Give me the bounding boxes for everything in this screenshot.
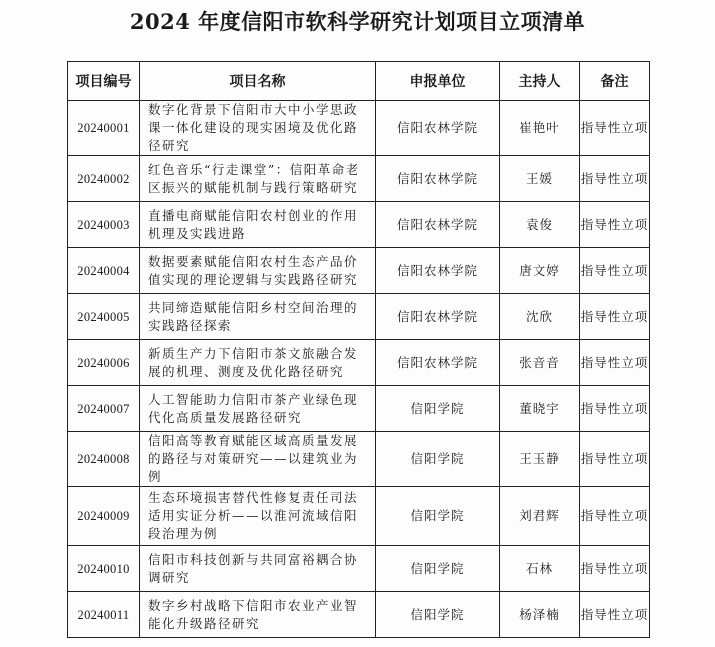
- host-cell: 董晓宇: [500, 386, 580, 432]
- note-cell: 指导性立项: [580, 546, 650, 592]
- table-row: [68, 546, 650, 592]
- note-cell: 指导性立项: [580, 156, 650, 202]
- applicant-unit-cell: 信阳农林学院: [376, 340, 500, 386]
- host-cell: 王玉静: [500, 432, 580, 487]
- host-cell: 杨泽楠: [500, 592, 580, 638]
- host-cell: 唐文婷: [500, 248, 580, 294]
- project-name-cell: 信阳市科技创新与共同富裕耦合协调研究: [140, 546, 376, 592]
- note-cell: 指导性立项: [580, 487, 650, 546]
- header-applicant-unit: 申报单位: [376, 62, 500, 101]
- note-cell: 指导性立项: [580, 592, 650, 638]
- project-name-cell: 共同缔造赋能信阳乡村空间治理的实践路径探索: [140, 294, 376, 340]
- note-cell: 指导性立项: [580, 248, 650, 294]
- note-cell: 指导性立项: [580, 202, 650, 248]
- project-list-table: [67, 61, 650, 638]
- header-note: 备注: [580, 62, 650, 101]
- table-row: [68, 156, 650, 202]
- host-cell: 石林: [500, 546, 580, 592]
- applicant-unit-cell: 信阳农林学院: [376, 156, 500, 202]
- host-cell: 袁俊: [500, 202, 580, 248]
- table-row: [68, 386, 650, 432]
- applicant-unit-cell: 信阳农林学院: [376, 101, 500, 156]
- host-cell: 刘君辉: [500, 487, 580, 546]
- host-cell: 崔艳叶: [500, 101, 580, 156]
- table-row: [68, 101, 650, 156]
- table-header-row: [68, 62, 650, 101]
- table-row: [68, 202, 650, 248]
- table-row: [68, 340, 650, 386]
- project-code-cell: 20240007: [68, 386, 140, 432]
- header-project-code: 项目编号: [68, 62, 140, 101]
- project-name-cell: 生态环境损害替代性修复责任司法适用实证分析——以淮河流域信阳段治理为例: [140, 487, 376, 546]
- note-cell: 指导性立项: [580, 101, 650, 156]
- note-cell: 指导性立项: [580, 294, 650, 340]
- project-code-cell: 20240009: [68, 487, 140, 546]
- project-name-cell: 数据要素赋能信阳农村生态产品价值实现的理论逻辑与实践路径研究: [140, 248, 376, 294]
- header-project-name: 项目名称: [140, 62, 376, 101]
- project-name-cell: 新质生产力下信阳市茶文旅融合发展的机理、测度及优化路径研究: [140, 340, 376, 386]
- table-row: [68, 294, 650, 340]
- project-code-cell: 20240010: [68, 546, 140, 592]
- table-row: [68, 592, 650, 638]
- project-code-cell: 20240006: [68, 340, 140, 386]
- project-name-cell: 数字化背景下信阳市大中小学思政课一体化建设的现实困境及优化路径研究: [140, 101, 376, 156]
- note-cell: 指导性立项: [580, 386, 650, 432]
- applicant-unit-cell: 信阳学院: [376, 546, 500, 592]
- project-name-cell: 红色音乐“行走课堂”：信阳革命老区振兴的赋能机制与践行策略研究: [140, 156, 376, 202]
- applicant-unit-cell: 信阳农林学院: [376, 202, 500, 248]
- header-host: 主持人: [500, 62, 580, 101]
- applicant-unit-cell: 信阳农林学院: [376, 248, 500, 294]
- host-cell: 沈欣: [500, 294, 580, 340]
- project-code-cell: 20240003: [68, 202, 140, 248]
- applicant-unit-cell: 信阳农林学院: [376, 294, 500, 340]
- note-cell: 指导性立项: [580, 340, 650, 386]
- applicant-unit-cell: 信阳学院: [376, 386, 500, 432]
- project-name-cell: 数字乡村战略下信阳市农业产业智能化升级路径研究: [140, 592, 376, 638]
- project-name-cell: 信阳高等教育赋能区域高质量发展的路径与对策研究——以建筑业为例: [140, 432, 376, 487]
- applicant-unit-cell: 信阳学院: [376, 592, 500, 638]
- note-cell: 指导性立项: [580, 432, 650, 487]
- project-code-cell: 20240002: [68, 156, 140, 202]
- table-row: [68, 432, 650, 487]
- table-row: [68, 248, 650, 294]
- project-code-cell: 20240004: [68, 248, 140, 294]
- project-code-cell: 20240001: [68, 101, 140, 156]
- host-cell: 王媛: [500, 156, 580, 202]
- project-name-cell: 人工智能助力信阳市茶产业绿色现代化高质量发展路径研究: [140, 386, 376, 432]
- project-code-cell: 20240011: [68, 592, 140, 638]
- project-name-cell: 直播电商赋能信阳农村创业的作用机理及实践进路: [140, 202, 376, 248]
- host-cell: 张音音: [500, 340, 580, 386]
- table-row: [68, 487, 650, 546]
- applicant-unit-cell: 信阳学院: [376, 432, 500, 487]
- project-code-cell: 20240008: [68, 432, 140, 487]
- project-code-cell: 20240005: [68, 294, 140, 340]
- document-title: 2024 年度信阳市软科学研究计划项目立项清单: [129, 9, 586, 34]
- applicant-unit-cell: 信阳学院: [376, 487, 500, 546]
